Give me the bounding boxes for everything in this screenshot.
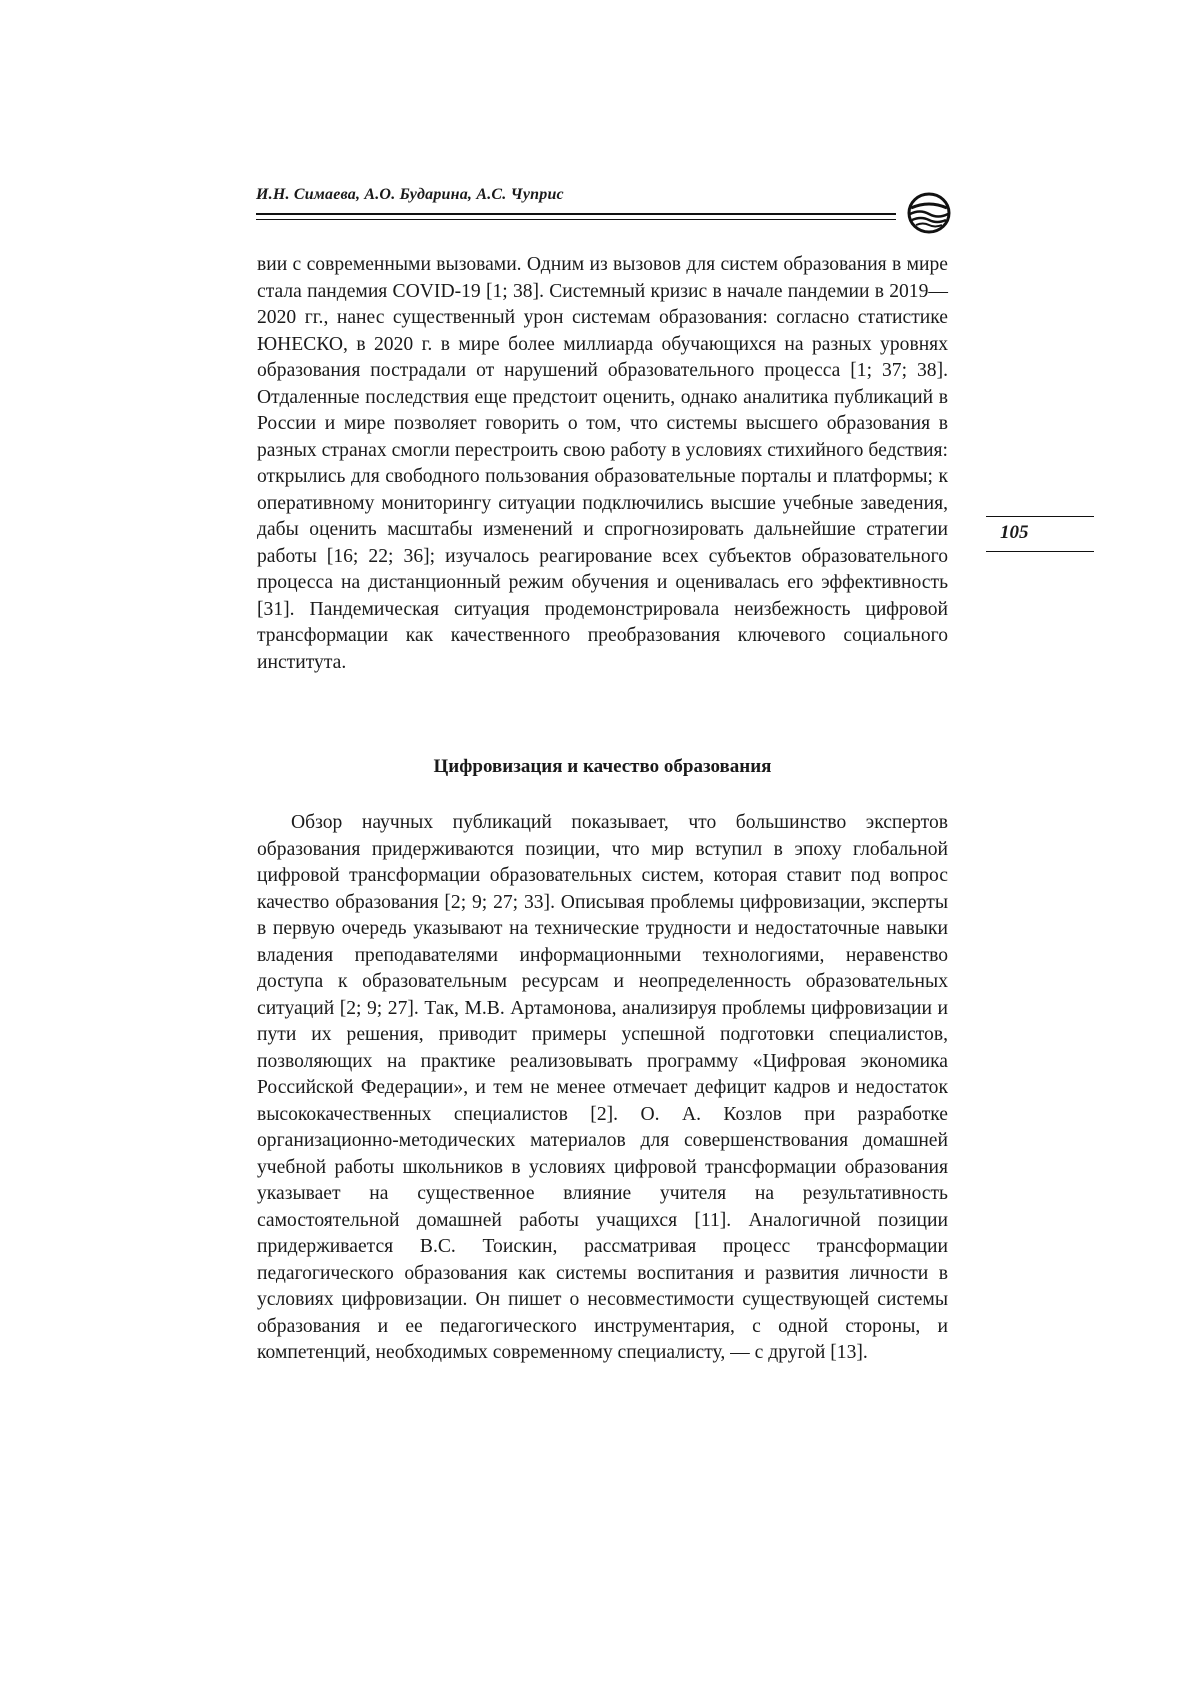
page-number: 105 — [1000, 522, 1029, 543]
paragraph-text: вии с современными вызовами. Одним из вызовов для систем образования в мире стала пандемия COVID-19 [1; 38]. Системный кризис в начале пандемии в 2019—2020 гг., нанес существенный урон системам образования: согласно статистике ЮНЕСКО, в 2020 г. в мире более миллиарда обучающихся на разных уровнях образования пострадали от нарушений образовательного процесса [1; 37; 38]. Отдаленные последствия еще предстоит оценить, однако аналитика публикаций в России и мире позволяет говорить о том, что системы высшего образования в разных странах смогли перестроить свою работу в условиях стихийного бедствия: открылись для свободного пользования образовательные порталы и платформы; к оперативному мониторингу ситуации подключились высшие учебные заведения, дабы оценить масштабы изменений и спрогнозировать дальнейшие стратегии работы [16; 22; 36]; изучалось реагирование всех субъектов образовательного процесса на дистанционный режим обучения и оценивалась его эффективность [31]. Пандемическая ситуация продемонстрировала неизбежность цифровой трансформации как качественного преобразования ключевого социального института. — [257, 254, 948, 673]
body-paragraph-2 — [257, 810, 948, 1367]
paragraph-text: Обзор научных публикаций показывает, что большинство экспертов образования придерживаются позиции, что мир вступил в эпоху глобальной цифровой трансформации образовательных систем, которая ставит под вопрос качество образования [2; 9; 27; 33]. Описывая проблемы цифровизации, эксперты в первую очередь указывают на технические трудности и недостаточные навыки владения преподавателями информационными технологиями, неравенство доступа к образовательным ресурсам и неопределенность образовательных ситуаций [2; 9; 27]. Так, М.В. Артамонова, анализируя проблемы цифровизации и пути их решения, приводит примеры успешной подготовки специалистов, позволяющих на практике реализовывать программу «Цифровая экономика Российской Федерации», и тем не менее отмечает дефицит кадров и недостаток высококачественных специалистов [2]. О. А. Козлов при разработке организационно-методических материалов для совершенствования домашней учебной работы школьников в условиях цифровой трансформации образования указывает на существенное влияние учителя на результативность самостоятельной домашней работы учащихся [11]. Аналогичной позиции придерживается В.С. Тоискин, рассматривая процесс трансформации педагогического образования как системы воспитания и развития личности в условиях цифровизации. Он пишет о несовместимости существующей системы образования и ее педагогического инструментария, с одной стороны, и компетенций, необходимых современному специалисту, — с другой [13]. — [257, 812, 948, 1363]
running-header — [256, 186, 956, 222]
section-heading: Цифровизация и качество образования — [433, 756, 772, 777]
body-paragraph-1 — [257, 252, 948, 676]
page-number-box — [986, 516, 1094, 552]
journal-logo-icon — [906, 192, 952, 234]
header-authors: И.Н. Симаева, А.О. Бударина, А.С. Чуприс — [256, 186, 564, 203]
header-rule-thick — [256, 213, 896, 215]
header-rule-thin — [256, 219, 896, 220]
